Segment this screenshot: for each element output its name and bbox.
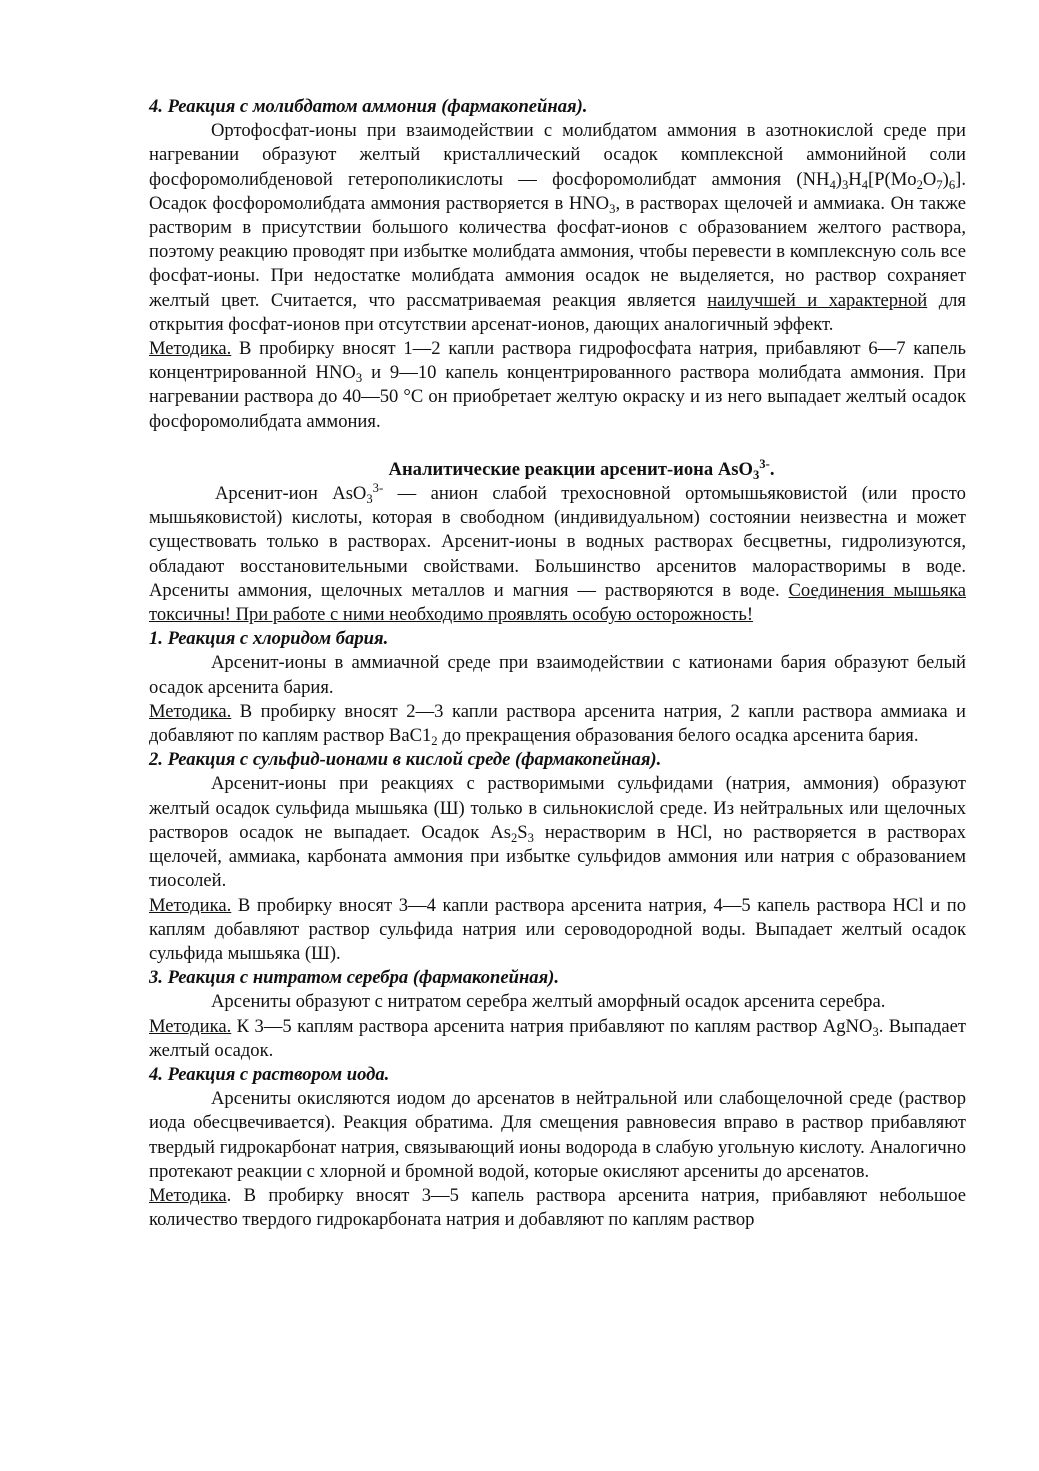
method-label: Методика. (149, 1015, 232, 1037)
section-title-arsenite: Аналитические реакции арсенит-иона AsO$_3^{3-}$. (388, 456, 775, 482)
method-sulfide: Методика. В пробирку вносят 3—4 капли раствора арсенита натрия, 4—5 капель раствора HCl и по каплям добавляют раствор сульфида натрия или сероводородной воды. Выпадает желтый осадок сульфида мышьяка (Ш). (149, 894, 966, 964)
reaction-heading-iodine: 4. Реакция с раствором иода. (149, 1063, 390, 1085)
method-label: Методика. (149, 894, 232, 916)
paragraph-sulfide: Арсенит-ионы при реакциях с растворимыми сульфидами (натрия, аммония) образуют желтый осадок сульфида мышьяка (Ш) только в сильнокислой среде. Из нейтральных или щелочных растворов осадок не выпадает. Осадок $As_2S_3$ нерастворим в HCl, но растворяется в растворах щелочей, аммиака, карбоната аммония при избытке сульфидов аммония или натрия с образованием тиосолей. (149, 773, 966, 892)
underlined-emphasis: наилучшей и характерной (707, 289, 928, 311)
reaction-heading-silver-nitrate: 3. Реакция с нитратом серебра (фармакопейная). (149, 967, 560, 989)
section-heading-molybdate: 4. Реакция с молибдатом аммония (фармакопейная). (149, 96, 588, 117)
document-page (149, 95, 966, 1232)
reaction-heading-barium: 1. Реакция с хлоридом бария. (149, 628, 389, 650)
method-silver-nitrate: Методика. К 3—5 каплям раствора арсенита натрия прибавляют по каплям раствор AgNO$_3$. Выпадает желтый осадок. (149, 1015, 966, 1061)
paragraph-silver-nitrate: Арсениты образуют с нитратом серебра желтый аморфный осадок арсенита серебра. (211, 991, 886, 1013)
reaction-heading-sulfide: 2. Реакция с сульфид-ионами в кислой среде (фармакопейная). (149, 749, 662, 771)
method-iodine: Методика. В пробирку вносят 3—5 капель раствора арсенита натрия, прибавляют небольшое количество твердого гидрокарбоната натрия и добавляют по каплям раствор (149, 1184, 966, 1231)
method-label: Методика. (149, 700, 232, 722)
paragraph-barium: Арсенит-ионы в аммиачной среде при взаимодействии с катионами бария образуют белый осадок арсенита бария. (149, 652, 966, 698)
paragraph-molybdate-description: Ортофосфат-ионы при взаимодействии с молибдатом аммония в азотнокислой среде при нагревании образуют желтый кристаллический осадок комплексной аммонийной соли фосфоромолибденовой гетерополикислоты — фосфоромолибдат аммония $(NH_4)_3H_4[P(Mo_2O_7)_6]$. Осадок фосфоромолибдата аммония растворяется в $HNO_3$, в растворах щелочей и аммиака. Он также растворим в присутствии большого количества фосфат-ионов с образованием желтого раствора, поэтому реакцию проводят при избытке молибдата аммония, чтобы перевести в комплексную соль все фосфат-ионы. При недостатке молибдата аммония осадок не выделяется, но раствор сохраняет желтый цвет. Считается, что рассматриваемая реакция является наилучшей и характерной для открытия фосфат-ионов при отсутствии арсенат-ионов, дающих аналогичный эффект. (149, 120, 967, 335)
method-label: Методика. (149, 338, 232, 360)
paragraph-iodine: Арсениты окисляются иодом до арсенатов в нейтральной или слабощелочной среде (раствор иода обесцвечивается). Реакция обратима. Для смещения равновесия вправо в раствор прибавляют твердый гидрокарбонат натрия, связывающий ионы водорода в слабую угольную кислоту. Аналогично протекают реакции с хлорной и бромной водой, которые окисляют арсениты до арсенатов. (149, 1088, 966, 1182)
paragraph-arsenite-intro: Арсенит-ион AsO$_3^{3-}$ — анион слабой трехосновной ортомышьяковистой (или просто мышьяковистой) кислоты, которая в свободном (индивидуальном) состоянии неизвестна и может существовать только в растворах. Арсенит-ионы в водных растворах бесцветны, гидролизуются, обладают восстановительными свойствами. Большинство арсенитов малорастворимы в воде. Арсениты аммония, щелочных металлов и магния — растворяются в воде. Соединения мышьяка токсичны! При работе с ними необходимо проявлять особую осторожность! (149, 481, 966, 626)
method-barium: Методика. В пробирку вносят 2—3 капли раствора арсенита натрия, 2 капли раствора аммиака и добавляют по каплям раствор $BaC1_2$ до прекращения образования белого осадка арсенита бария. (149, 700, 966, 748)
toxicity-warning: Соединения мышьяка токсичны! При работе с ними необходимо проявлять особую осторожность! (149, 579, 966, 626)
method-label: Методика (149, 1184, 227, 1206)
method-molybdate: Методика. В пробирку вносят 1—2 капли раствора гидрофосфата натрия, прибавляют 6—7 капель концентрированной $HNO_3$ и 9—10 капель концентрированного раствора молибдата аммония. При нагревании раствора до 40—50 °С он приобретает желтую окраску и из него выпадает желтый осадок фосфоромолибдата аммония. (149, 338, 966, 432)
